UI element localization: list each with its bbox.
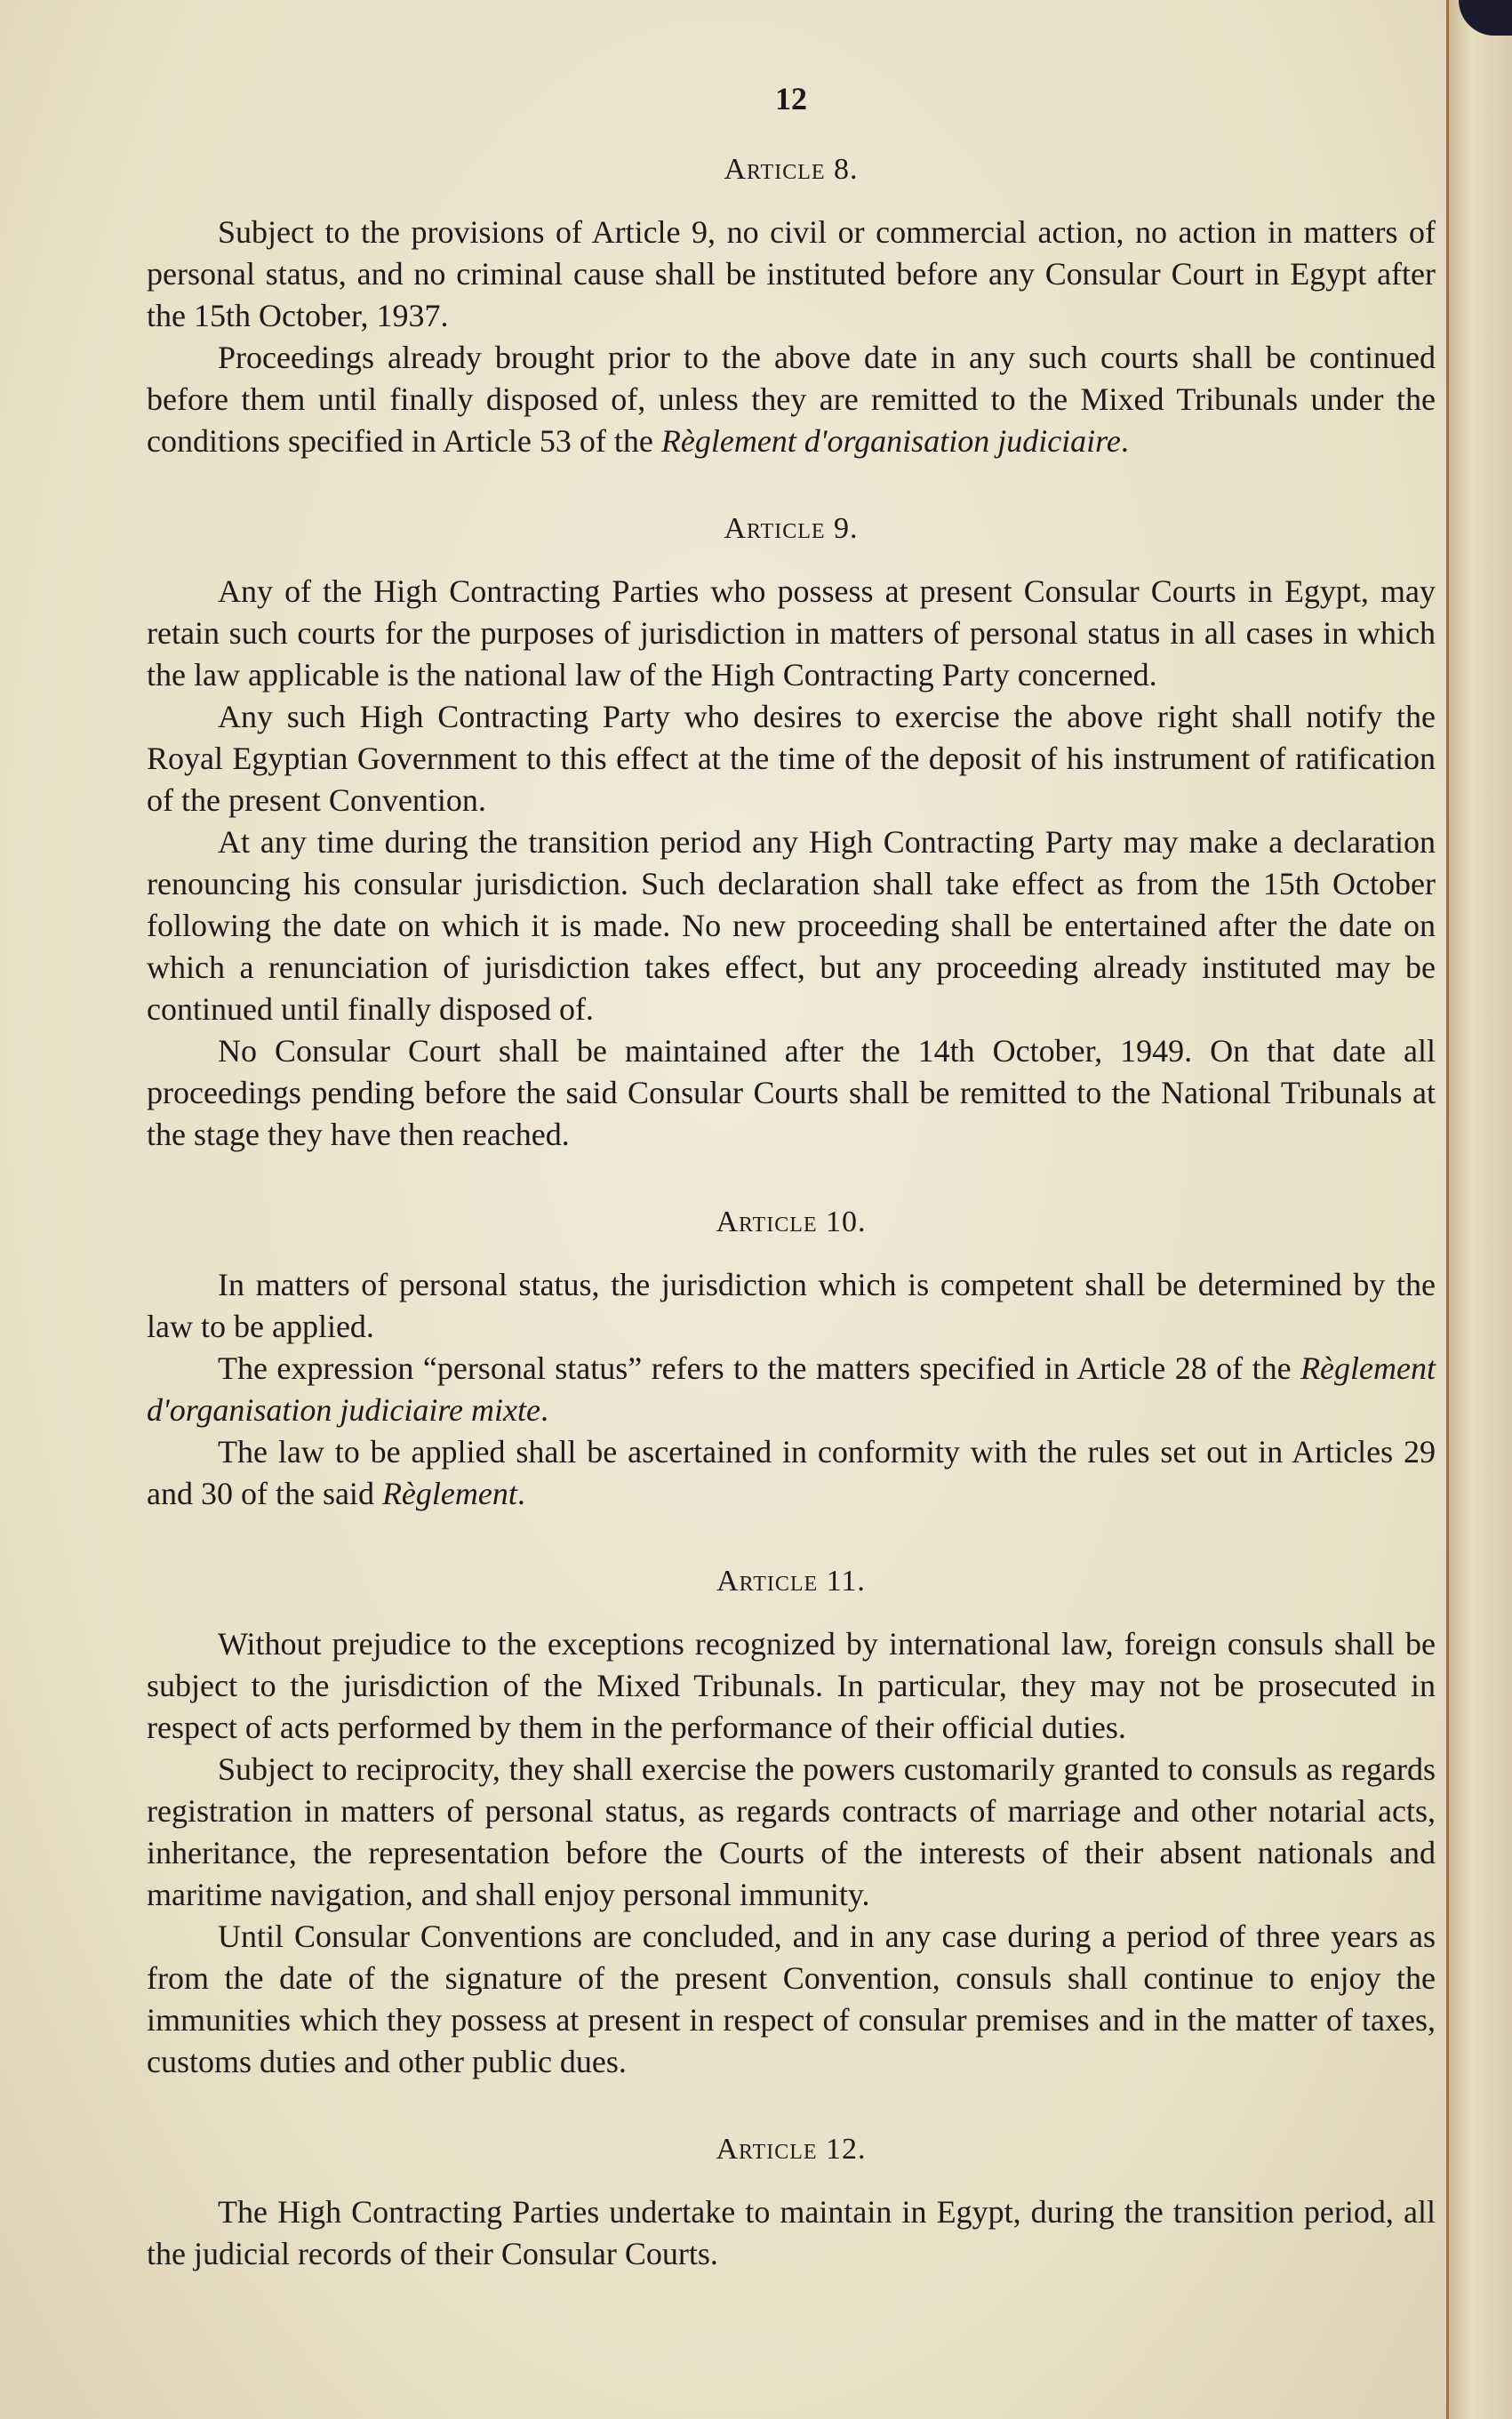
article-8 xyxy=(147,153,1436,462)
article-heading: Article 12. xyxy=(716,2133,867,2166)
article-heading: Article 10. xyxy=(716,1205,867,1238)
article-paragraph: No Consular Court shall be maintained after the 14th October, 1949. On that date all proceedings pending before the said Consular Courts shall be remitted to the National Tribunals at the stage they have then reached. xyxy=(147,1033,1436,1152)
article-10 xyxy=(147,1205,1436,1515)
article-heading: Article 11. xyxy=(716,1565,866,1598)
article-paragraph: The expression “personal status” refers to the matters specified in Article 28 of the Règlement d'organisation judiciaire mixte. xyxy=(147,1350,1436,1428)
article-paragraph: Subject to reciprocity, they shall exercise the powers customarily granted to consuls as regards registration in matters of personal status, as regards contracts of marriage and other notarial acts, inheritance, the representation before the Courts of the interests of their absent nationals and maritime navigation, and shall enjoy personal immunity. xyxy=(147,1751,1436,1912)
article-paragraph: Until Consular Conventions are concluded, and in any case during a period of three years as from the date of the signature of the present Convention, consuls shall continue to enjoy the immunities which they possess at present in respect of consular premises and in the matter of taxes, customs duties and other public dues. xyxy=(147,1918,1436,2079)
article-9 xyxy=(147,512,1436,1156)
article-paragraph: Proceedings already brought prior to the above date in any such courts shall be continued before them until finally disposed of, unless they are remitted to the Mixed Tribunals under the conditions specified in Article 53 of the Règlement d'organisation judiciaire. xyxy=(147,340,1436,459)
article-paragraph: Any of the High Contracting Parties who possess at present Consular Courts in Egypt, may retain such courts for the purposes of jurisdiction in matters of personal status in all cases in which the law applicable is the national law of the High Contracting Party concerned. xyxy=(147,573,1436,693)
article-paragraph: At any time during the transition period any High Contracting Party may make a declaration renouncing his consular jurisdiction. Such declaration shall take effect as from the 15th October following the date on which it is made. No new proceeding shall be entertained after the date on which a renunciation of jurisdiction takes effect, but any proceeding already instituted may be continued until finally disposed of. xyxy=(147,824,1436,1027)
article-paragraph: The High Contracting Parties undertake to maintain in Egypt, during the transition period, all the judicial records of their Consular Courts. xyxy=(147,2194,1436,2271)
article-heading: Article 9. xyxy=(724,512,859,545)
article-heading: Article 8. xyxy=(724,153,859,186)
article-paragraph: Without prejudice to the exceptions recognized by international law, foreign consuls shall be subject to the jurisdiction of the Mixed Tribunals. In particular, they may not be prosecuted in respect of acts performed by them in the performance of their official duties. xyxy=(147,1626,1436,1745)
page-corner-shadow xyxy=(1459,0,1512,36)
article-paragraph: Subject to the provisions of Article 9, no civil or commercial action, no action in matters of personal status, and no criminal cause shall be instituted before any Consular Court in Egypt after the 15th October, 1937. xyxy=(147,214,1436,333)
article-paragraph: In matters of personal status, the jurisdiction which is competent shall be determined by the law to be applied. xyxy=(147,1267,1436,1344)
article-paragraph: Any such High Contracting Party who desires to exercise the above right shall notify the Royal Egyptian Government to this effect at the time of the deposit of his instrument of ratification of the present Convention. xyxy=(147,699,1436,818)
article-paragraph: The law to be applied shall be ascertained in conformity with the rules set out in Articles 29 and 30 of the said Règlement. xyxy=(147,1434,1436,1511)
article-11 xyxy=(147,1565,1436,2083)
page-content xyxy=(147,80,1436,2325)
article-12 xyxy=(147,2133,1436,2275)
book-gutter xyxy=(1446,0,1512,2419)
page-number: 12 xyxy=(775,81,807,116)
